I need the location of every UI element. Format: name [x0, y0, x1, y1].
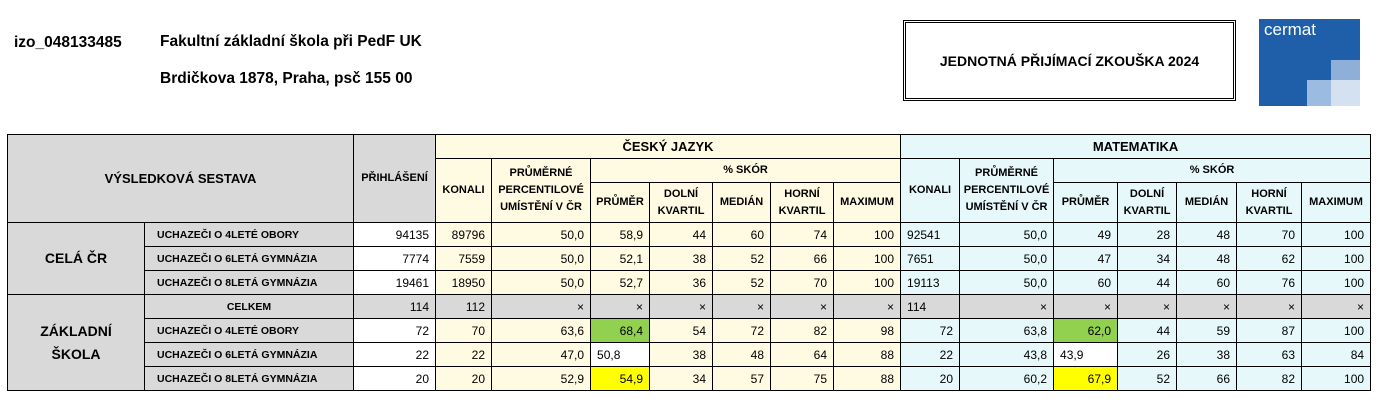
cell-cj-dolni: 44 — [650, 223, 713, 247]
col-horni-kvartil-cj: HORNÍ KVARTIL — [771, 183, 834, 223]
cell-prihlaseni: 72 — [354, 319, 436, 343]
cell-cj-prumer-highlight: 68,4 — [591, 319, 650, 343]
cell-cj-dolni: 34 — [650, 367, 713, 391]
cell-cj-konali: 7559 — [436, 247, 492, 271]
cell-ma-percentil: 50,0 — [960, 223, 1054, 247]
cell-cj-percentil: 52,9 — [492, 367, 591, 391]
cell-cj-konali: 20 — [436, 367, 492, 391]
cell-ma-horni: 70 — [1237, 223, 1302, 247]
cell-cj-prumer: 52,1 — [591, 247, 650, 271]
cell-prihlaseni: 19461 — [354, 271, 436, 295]
cell-ma-prumer: 47 — [1054, 247, 1118, 271]
col-prihlaseni: PŘIHLÁŠENÍ — [354, 135, 436, 223]
row-label: UCHAZEČI O 6LETÁ GYMNÁZIA — [145, 247, 354, 271]
cell-cj-konali: 70 — [436, 319, 492, 343]
group-cela-cr: CELÁ ČR — [8, 223, 145, 295]
row-label: UCHAZEČI O 8LETÁ GYMNÁZIA — [145, 271, 354, 295]
cell-cj-maximum: 100 — [834, 271, 901, 295]
cell-prihlaseni: 7774 — [354, 247, 436, 271]
cell-cj-percentil: 50,0 — [492, 271, 591, 295]
cell-ma-percentil: 50,0 — [960, 271, 1054, 295]
cell-cj-median: 48 — [713, 343, 771, 367]
cell-ma-maximum: 100 — [1302, 247, 1371, 271]
cell-ma-prumer-highlight: 67,9 — [1054, 367, 1118, 391]
col-prumer-cj: PRŮMĚR — [591, 183, 650, 223]
cell-ma-percentil: 50,0 — [960, 247, 1054, 271]
cell-ma-konali: 114 — [901, 295, 960, 319]
cell-cj-maximum: 98 — [834, 319, 901, 343]
cell-ma-horni: 76 — [1237, 271, 1302, 295]
cell-ma-dolni: 34 — [1118, 247, 1177, 271]
cell-ma-dolni: × — [1118, 295, 1177, 319]
cell-ma-median: 60 — [1177, 271, 1237, 295]
col-skor-cj: % SKÓR — [591, 159, 901, 183]
cell-ma-horni: 63 — [1237, 343, 1302, 367]
cell-ma-dolni: 44 — [1118, 319, 1177, 343]
logo-text: cermat — [1264, 20, 1316, 39]
cell-cj-percentil: 63,6 — [492, 319, 591, 343]
cell-ma-horni: 82 — [1237, 367, 1302, 391]
school-izo: izo_048133485 — [14, 34, 122, 51]
cell-cj-horni: 74 — [771, 223, 834, 247]
cell-cj-prumer: 58,9 — [591, 223, 650, 247]
cell-cj-median: 52 — [713, 247, 771, 271]
cell-ma-maximum: 100 — [1302, 367, 1371, 391]
cell-ma-median: 48 — [1177, 223, 1237, 247]
cell-ma-median: × — [1177, 295, 1237, 319]
logo-square — [1331, 60, 1360, 80]
col-prumer-ma: PRŮMĚR — [1054, 183, 1118, 223]
cell-ma-maximum: × — [1302, 295, 1371, 319]
cell-ma-horni: 62 — [1237, 247, 1302, 271]
col-median-ma: MEDIÁN — [1177, 183, 1237, 223]
cell-ma-dolni: 52 — [1118, 367, 1177, 391]
cell-ma-konali: 19113 — [901, 271, 960, 295]
cell-ma-dolni: 26 — [1118, 343, 1177, 367]
results-table — [7, 134, 1371, 391]
row-label: UCHAZEČI O 4LETÉ OBORY — [145, 319, 354, 343]
cell-cj-maximum: 100 — [834, 223, 901, 247]
cell-ma-prumer: 60 — [1054, 271, 1118, 295]
cell-cj-prumer: 52,7 — [591, 271, 650, 295]
cell-cj-dolni: 38 — [650, 247, 713, 271]
school-address: Brdičkova 1878, Praha, psč 155 00 — [160, 70, 413, 87]
col-maximum-ma: MAXIMUM — [1302, 183, 1371, 223]
col-skor-ma: % SKÓR — [1054, 159, 1371, 183]
col-dolni-kvartil-ma: DOLNÍ KVARTIL — [1118, 183, 1177, 223]
cell-ma-prumer: 43,9 — [1054, 343, 1118, 367]
cell-cj-dolni: 36 — [650, 271, 713, 295]
cell-cj-konali: 22 — [436, 343, 492, 367]
col-maximum-cj: MAXIMUM — [834, 183, 901, 223]
cell-prihlaseni: 94135 — [354, 223, 436, 247]
cell-cj-horni: 70 — [771, 271, 834, 295]
cell-cj-horni: 75 — [771, 367, 834, 391]
table-title: VÝSLEDKOVÁ SESTAVA — [8, 135, 354, 223]
cell-cj-median: × — [713, 295, 771, 319]
cell-cj-maximum: × — [834, 295, 901, 319]
cell-cj-median: 52 — [713, 271, 771, 295]
cell-ma-percentil: 63,8 — [960, 319, 1054, 343]
cell-cj-dolni: × — [650, 295, 713, 319]
row-label: UCHAZEČI O 6LETÁ GYMNÁZIA — [145, 343, 354, 367]
cell-cj-horni: 66 — [771, 247, 834, 271]
cell-cj-horni: 64 — [771, 343, 834, 367]
row-label-celkem: CELKEM — [145, 295, 354, 319]
cell-ma-konali: 92541 — [901, 223, 960, 247]
cell-ma-median: 38 — [1177, 343, 1237, 367]
col-konali-cj: KONALI — [436, 159, 492, 223]
cell-cj-prumer: 50,8 — [591, 343, 650, 367]
cell-cj-percentil: 47,0 — [492, 343, 591, 367]
cell-ma-maximum: 100 — [1302, 319, 1371, 343]
cell-cj-konali: 89796 — [436, 223, 492, 247]
cell-cj-percentil: 50,0 — [492, 223, 591, 247]
cell-ma-maximum: 100 — [1302, 223, 1371, 247]
col-dolni-kvartil-cj: DOLNÍ KVARTIL — [650, 183, 713, 223]
cell-prihlaseni: 114 — [354, 295, 436, 319]
cell-ma-median: 66 — [1177, 367, 1237, 391]
col-horni-kvartil-ma: HORNÍ KVARTIL — [1237, 183, 1302, 223]
row-label: UCHAZEČI O 8LETÁ GYMNÁZIA — [145, 367, 354, 391]
cermat-logo — [1259, 19, 1360, 106]
cell-cj-median: 57 — [713, 367, 771, 391]
cell-cj-maximum: 88 — [834, 343, 901, 367]
col-percentil-cj: PRŮMĚRNÉ PERCENTILOVÉ UMÍSTĚNÍ V ČR — [492, 159, 591, 223]
cell-cj-prumer: × — [591, 295, 650, 319]
cell-cj-percentil: × — [492, 295, 591, 319]
group-zakladni-skola: ZÁKLADNÍ ŠKOLA — [8, 295, 145, 391]
row-label: UCHAZEČI O 4LETÉ OBORY — [145, 223, 354, 247]
cell-cj-horni: 82 — [771, 319, 834, 343]
exam-title: JEDNOTNÁ PŘIJÍMACÍ ZKOUŠKA 2024 — [939, 52, 1200, 69]
cell-cj-percentil: 50,0 — [492, 247, 591, 271]
exam-title-box — [903, 20, 1236, 101]
cell-ma-percentil: 43,8 — [960, 343, 1054, 367]
cell-cj-median: 72 — [713, 319, 771, 343]
cell-ma-percentil: × — [960, 295, 1054, 319]
cell-ma-prumer: 49 — [1054, 223, 1118, 247]
cell-ma-konali: 72 — [901, 319, 960, 343]
section-cesky-jazyk: ČESKÝ JAZYK — [436, 135, 901, 159]
cell-ma-prumer: × — [1054, 295, 1118, 319]
cell-cj-horni: × — [771, 295, 834, 319]
cell-ma-prumer-highlight: 62,0 — [1054, 319, 1118, 343]
cell-ma-dolni: 28 — [1118, 223, 1177, 247]
cell-ma-horni: 87 — [1237, 319, 1302, 343]
cell-cj-konali: 112 — [436, 295, 492, 319]
cell-ma-dolni: 44 — [1118, 271, 1177, 295]
cell-ma-maximum: 84 — [1302, 343, 1371, 367]
cell-ma-median: 59 — [1177, 319, 1237, 343]
cell-ma-median: 48 — [1177, 247, 1237, 271]
cell-ma-konali: 7651 — [901, 247, 960, 271]
cell-ma-konali: 22 — [901, 343, 960, 367]
cell-cj-maximum: 88 — [834, 367, 901, 391]
cell-prihlaseni: 22 — [354, 343, 436, 367]
cell-prihlaseni: 20 — [354, 367, 436, 391]
cell-ma-maximum: 100 — [1302, 271, 1371, 295]
cell-cj-dolni: 38 — [650, 343, 713, 367]
cell-cj-median: 60 — [713, 223, 771, 247]
col-median-cj: MEDIÁN — [713, 183, 771, 223]
cell-cj-maximum: 100 — [834, 247, 901, 271]
cell-ma-konali: 20 — [901, 367, 960, 391]
cell-ma-percentil: 60,2 — [960, 367, 1054, 391]
section-matematika: MATEMATIKA — [901, 135, 1371, 159]
cell-cj-konali: 18950 — [436, 271, 492, 295]
logo-square — [1331, 80, 1360, 106]
col-percentil-ma: PRŮMĚRNÉ PERCENTILOVÉ UMÍSTĚNÍ V ČR — [960, 159, 1054, 223]
cell-ma-horni: × — [1237, 295, 1302, 319]
col-konali-ma: KONALI — [901, 159, 960, 223]
school-name: Fakultní základní škola při PedF UK — [160, 33, 422, 50]
logo-square — [1307, 80, 1331, 106]
cell-cj-prumer-highlight: 54,9 — [591, 367, 650, 391]
cell-cj-dolni: 54 — [650, 319, 713, 343]
